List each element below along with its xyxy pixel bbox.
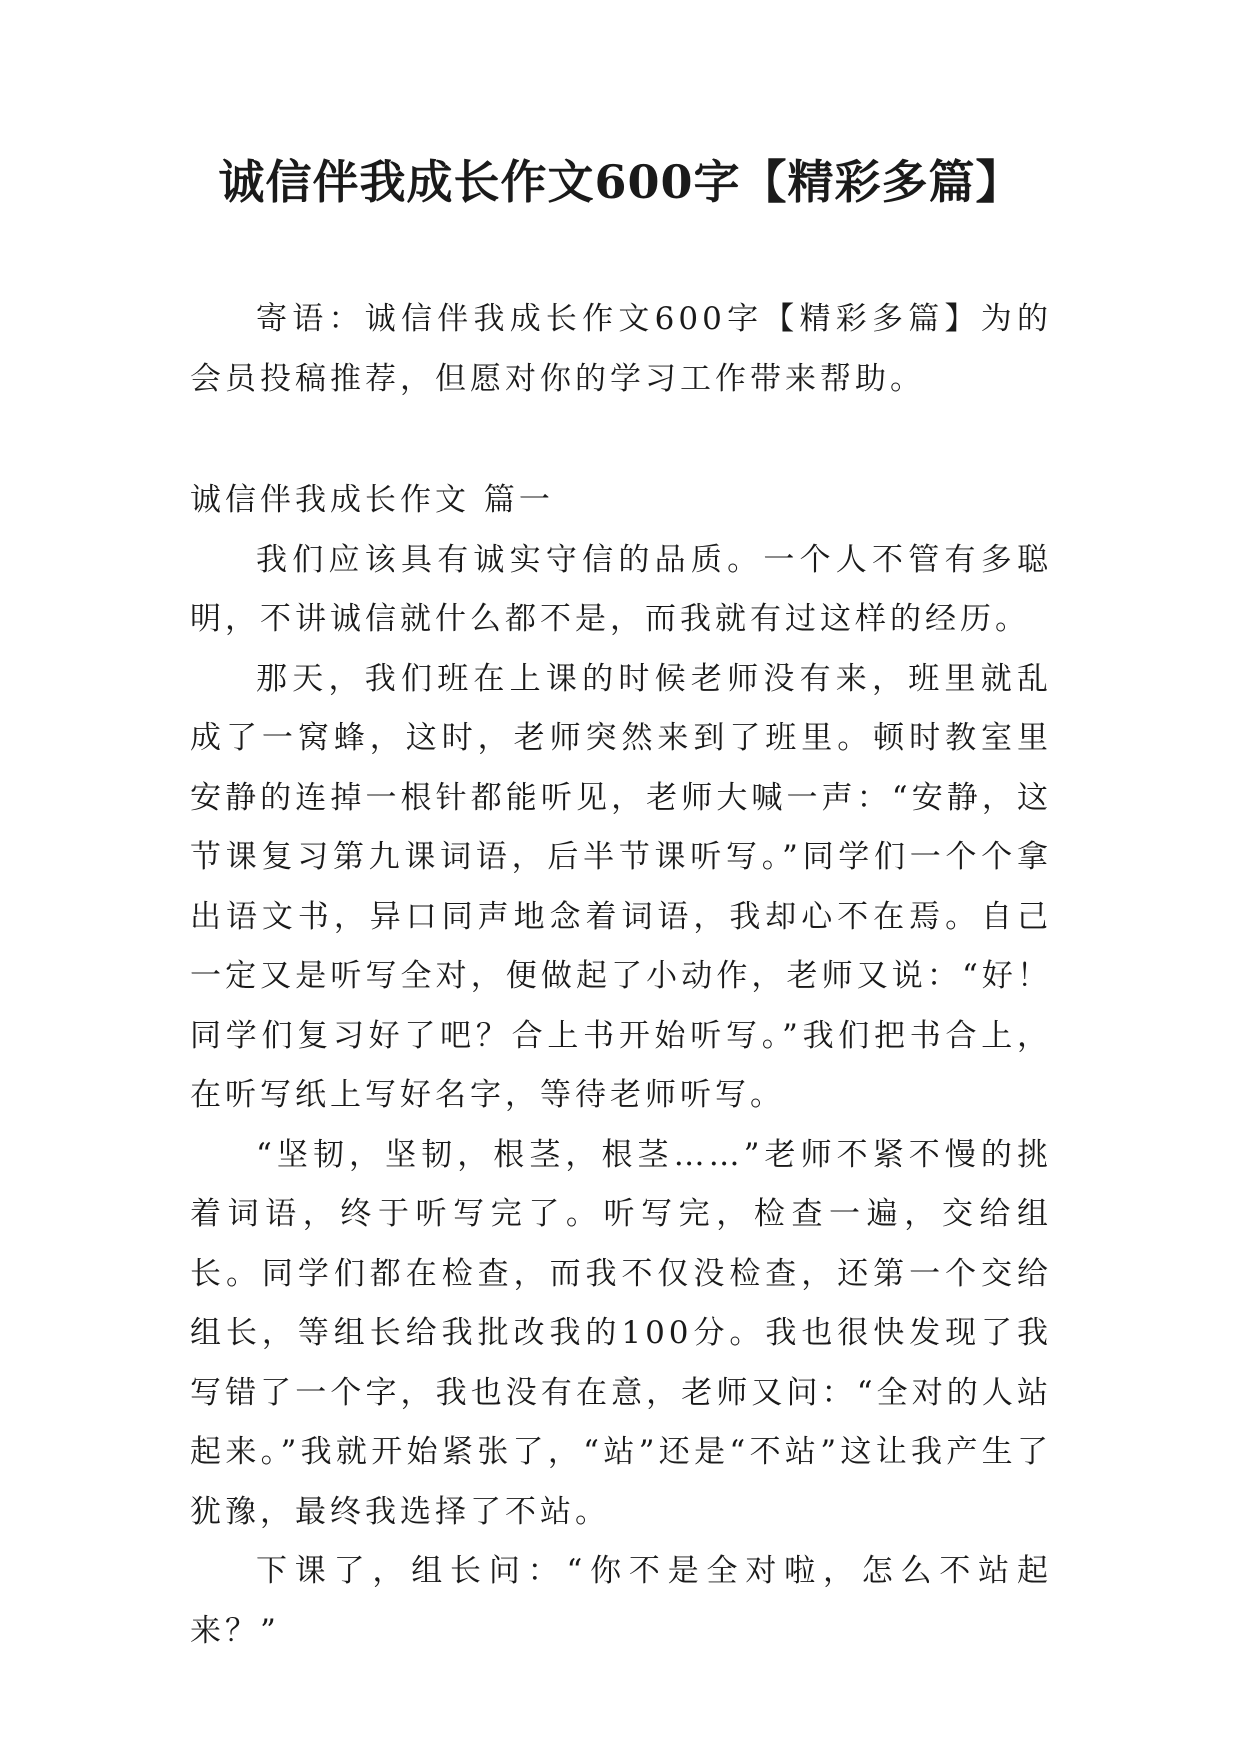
body-paragraph-3: “坚韧，坚韧，根茎，根茎……”老师不紧不慢的挑着词语，终于听写完了。听写完，检查一遍，交给组长。同学们都在检查，而我不仅没检查，还第一个交给组长，等组长给我批改我的100分。我也很快发现了我写错了一个字，我也没有在意，老师又问：“全对的人站起来。”我就开始紧张了，“站”还是“不站”这让我产生了犹豫，最终我选择了不站。	[190, 1136, 1052, 1530]
body-paragraph-4: 下课了，组长问：“你不是全对啦，怎么不站起来？”	[190, 1553, 1052, 1649]
body-paragraph-1: 我们应该具有诚实守信的品质。一个人不管有多聪明，不讲诚信就什么都不是，而我就有过这样的经历。	[190, 541, 1052, 637]
section-heading: 诚信伴我成长作文 篇一	[190, 482, 554, 518]
epigraph-paragraph: 寄语：诚信伴我成长作文600字【精彩多篇】为的会员投稿推荐，但愿对你的学习工作带来帮助。	[190, 301, 1052, 397]
body-paragraph-2: 那天，我们班在上课的时候老师没有来，班里就乱成了一窝蜂，这时，老师突然来到了班里。顿时教室里安静的连掉一根针都能听见，老师大喊一声：“安静，这节课复习第九课词语，后半节课听写。”同学们一个个拿出语文书，异口同声地念着词语，我却心不在焉。自己一定又是听写全对，便做起了小动作，老师又说：“好！同学们复习好了吧？合上书开始听写。”我们把书合上，在听写纸上写好名字，等待老师听写。	[190, 660, 1052, 1113]
document-body	[190, 290, 1052, 1661]
document-title: 诚信伴我成长作文600字【精彩多篇】	[218, 155, 1023, 209]
